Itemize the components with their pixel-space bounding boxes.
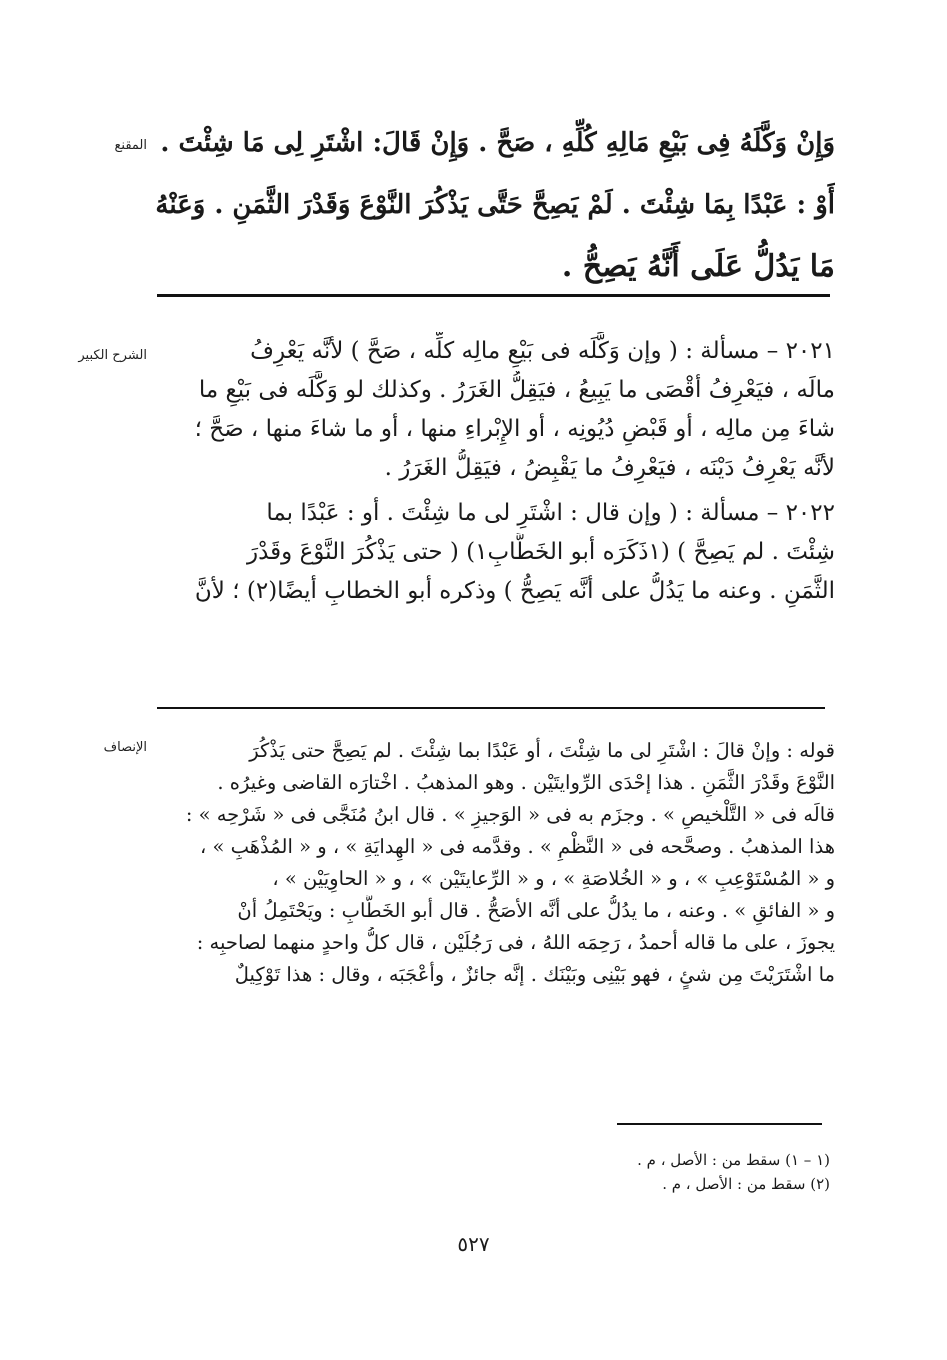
insaf-line: ما اشْتَرَيْتَ مِن شئٍ ، فهو بَيْنِى وبَيْنَك . إنَّه جائزٌ ، وأعْجَبَه ، وقال : هذا تَوْكِيلٌ	[234, 963, 835, 986]
insaf-line: النَّوْعَ وقَدْرَ الثَّمَنِ . هذا إحْدَى الرِّوايتَيْن . وهو المذهبُ . اخْتارَه القاضى وغيرُه .	[217, 771, 835, 794]
insaf-line: قالَه فى « التَّلْخيصِ » . وجزَم به فى « الوَجيزِ » . قال ابنُ مُنَجَّى فى « شَرْحِه » :	[185, 803, 835, 826]
page-number: ٥٢٧	[457, 1232, 490, 1256]
sharh-line: مالَه ، فيَعْرِفُ أقْصَى ما يَبِيعُ ، فيَقِلُّ الغَرَرُ . وكذلك لو وَكَّلَه فى بَيْعِ ما	[198, 377, 835, 403]
sharh-line: الثَّمَنِ . وعنه ما يَدُلُّ على أنَّه يَصِحُّ ) وذكره أبو الخطابِ أيضًا(٢) ؛ لأنَّ	[194, 578, 835, 604]
insaf-line: قوله : وإنْ قالَ : اشْتَرِ لى ما شِئْتَ ، أو عَبْدًا بما شِئْتَ . لم يَصِحَّ حتى يَذْكُرَ	[249, 739, 835, 762]
muqni-text	[155, 112, 835, 298]
sharh-line: لأنَّه يَعْرِفُ دَيْنَه ، فيَعْرِفُ ما يَقْبِضُ ، فيَقِلُّ الغَرَرُ .	[384, 455, 835, 481]
muqni-line: أَوْ : عَبْدًا بِمَا شِئْتَ . لَمْ يَصِحَّ حَتَّى يَذْكُرَ النَّوْعَ وَقَدْرَ الثَّمَنِ . وَعَنْهُ	[155, 190, 835, 220]
insaf-line: يجوزَ ، على ما قاله أحمدُ ، رَحِمَه اللهُ ، فى رَجُلَيْن ، قال كلُّ واحدٍ منهما لصاحبِه :	[196, 931, 835, 954]
insaf-label: الإنصاف	[103, 740, 147, 755]
sharh-line: ٢٠٢١ – مسألة : ( وإن وَكَّلَه فى بَيْعِ مالِه كلِّه ، صَحَّ ) لأنَّه يَعْرِفُ	[250, 338, 835, 364]
muqni-line: مَا يَدُلُّ عَلَى أَنَّهُ يَصِحُّ .	[561, 249, 835, 284]
sharh-line: شِئْتَ . لم يَصِحَّ ) (١ذَكَرَه أبو الخَطَّابِ١) ( حتى يَذْكُرَ النَّوْعَ وقَدْرَ	[246, 539, 835, 565]
sharh-label: الشرح الكبير	[78, 348, 147, 363]
insaf-text	[155, 735, 835, 991]
muqni-line: وَإِنْ وَكَّلَهُ فِى بَيْعِ مَالِهِ كُلِّهِ ، صَحَّ . وَإِنْ قَالَ: اشْتَرِ لِى مَا شِئْتَ .	[160, 128, 835, 158]
sharh-line: شاءَ مِن مالِه ، أو قَبْضِ دُيُونِه ، أو الإِبْراءِ منها ، أو ما شاءَ منها ، صَحَّ ؛	[194, 416, 835, 442]
footnote-separator	[617, 1123, 822, 1125]
muqni-separator	[157, 294, 830, 297]
sharh-separator	[157, 707, 825, 709]
footnote: (١ – ١) سقط من : الأصل ، م .	[637, 1151, 830, 1169]
sharh-text	[155, 332, 835, 611]
footnote: (٢) سقط من : الأصل ، م .	[662, 1175, 830, 1193]
sharh-line: ٢٠٢٢ – مسألة : ( وإن قال : اشْتَرِ لى ما شِئْتَ . أو : عَبْدًا بما	[266, 500, 835, 526]
insaf-line: و « المُسْتَوْعِبِ » ، و « الخُلاصَةِ » ، و « الرِّعايتَيْن » ، و « الحاوِيَيْن » ،	[272, 867, 835, 890]
insaf-line: و « الفائقِ » . وعنه ، ما يدُلُّ على أنَّه الأصَحُّ . قال أبو الخَطَّابِ : ويَحْتَمِلُ أنْ	[237, 899, 835, 922]
muqni-label: المقنع	[114, 138, 147, 153]
insaf-line: هذا المذهبُ . وصحَّحه فى « النَّظْمِ » . وقدَّمه فى « الهِدايَةِ » ، و « المُذْهَبِ » ،	[199, 835, 835, 858]
footnotes	[400, 1148, 830, 1196]
